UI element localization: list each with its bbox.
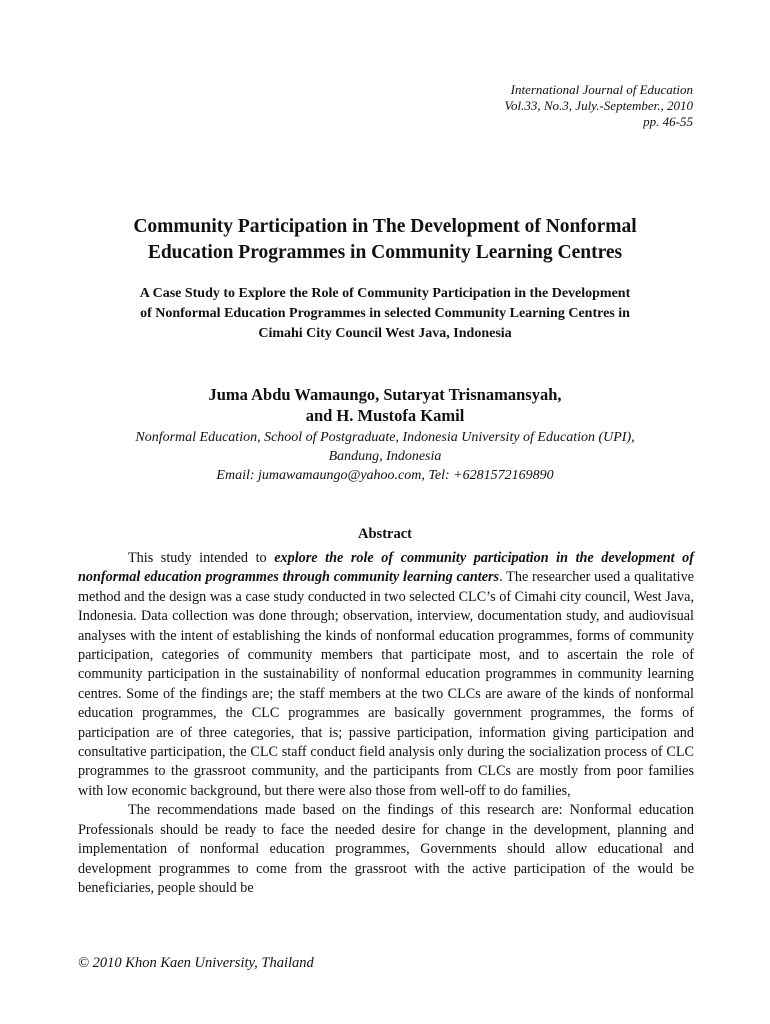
author-line-2: and H. Mustofa Kamil (305, 406, 465, 425)
copyright-footer: © 2010 Khon Kaen University, Thailand (78, 955, 314, 971)
author-list (60, 384, 710, 426)
paper-subtitle-line-3: Cimahi City Council West Java, Indonesia (258, 326, 512, 341)
affiliation-line-2: Bandung, Indonesia (328, 449, 442, 464)
abstract-body-text: . The researcher used a qualitative method and the design was a case study conducted in two selected CLC’s of Cimahi city council, West Java, Indonesia. Data collection was done through; observation, interview, documentation study, and audiovisual analyses with the intent of establishing the kinds of nonformal education programmes, forms of community participation, categories of community members that participate most, and to ascertain the role of community participation in the sustainability of nonformal education programmes in community learning centres. Some of the findings are; the staff members at the two CLCs are aware of the kinds of nonformal education programmes, the CLC programmes are basically government programmes, the forms of participation are of three categories, that is; passive participation, information giving participation and consultative participation, the CLC staff conduct field analysis only during the socialization process of CLC programmes to the grassroot community, and the participants from CLCs are mostly from poor families with low economic background, but there were also those from well-off to do families, (78, 569, 694, 799)
affiliation-line-1: Nonformal Education, School of Postgraduate, Indonesia University of Education (UPI), (135, 430, 635, 445)
journal-volume: Vol.33, No.3, July.-September., 2010 (504, 98, 693, 113)
paper-subtitle-line-1: A Case Study to Explore the Role of Community Participation in the Development (139, 286, 631, 301)
abstract-body (78, 549, 694, 898)
paper-title (60, 214, 710, 266)
paper-title-line-2: Education Programmes in Community Learning Centres (147, 242, 623, 263)
abstract-intro-text: This study intended to (128, 550, 275, 566)
journal-header (505, 82, 693, 130)
journal-pages: pp. 46-55 (643, 114, 693, 129)
paper-subtitle (70, 284, 700, 344)
affiliation (60, 428, 710, 485)
journal-name: International Journal of Education (510, 82, 693, 97)
abstract-emphasis-text: explore the role of community participation in the development of nonformal education programmes through community learning canters (78, 550, 694, 586)
contact-line: Email: jumawamaungo@yahoo.com, Tel: +6281572169890 (216, 468, 554, 483)
abstract-heading: Abstract (358, 526, 412, 542)
paper-subtitle-line-2: of Nonformal Education Programmes in selected Community Learning Centres in (140, 306, 630, 321)
author-line-1: Juma Abdu Wamaungo, Sutaryat Trisnamansyah, (208, 385, 562, 404)
paper-title-line-1: Community Participation in The Development of Nonformal (133, 216, 637, 237)
abstract-paragraph-2: The recommendations made based on the findings of this research are: Nonformal education Professionals should be ready to face the needed desire for change in the development, planning and implementation of nonformal education programmes, Governments should allow educational and development programmes to come from the grassroot with the active participation of the would be beneficiaries, people should be (78, 802, 694, 896)
abstract-paragraph-1 (78, 549, 694, 801)
